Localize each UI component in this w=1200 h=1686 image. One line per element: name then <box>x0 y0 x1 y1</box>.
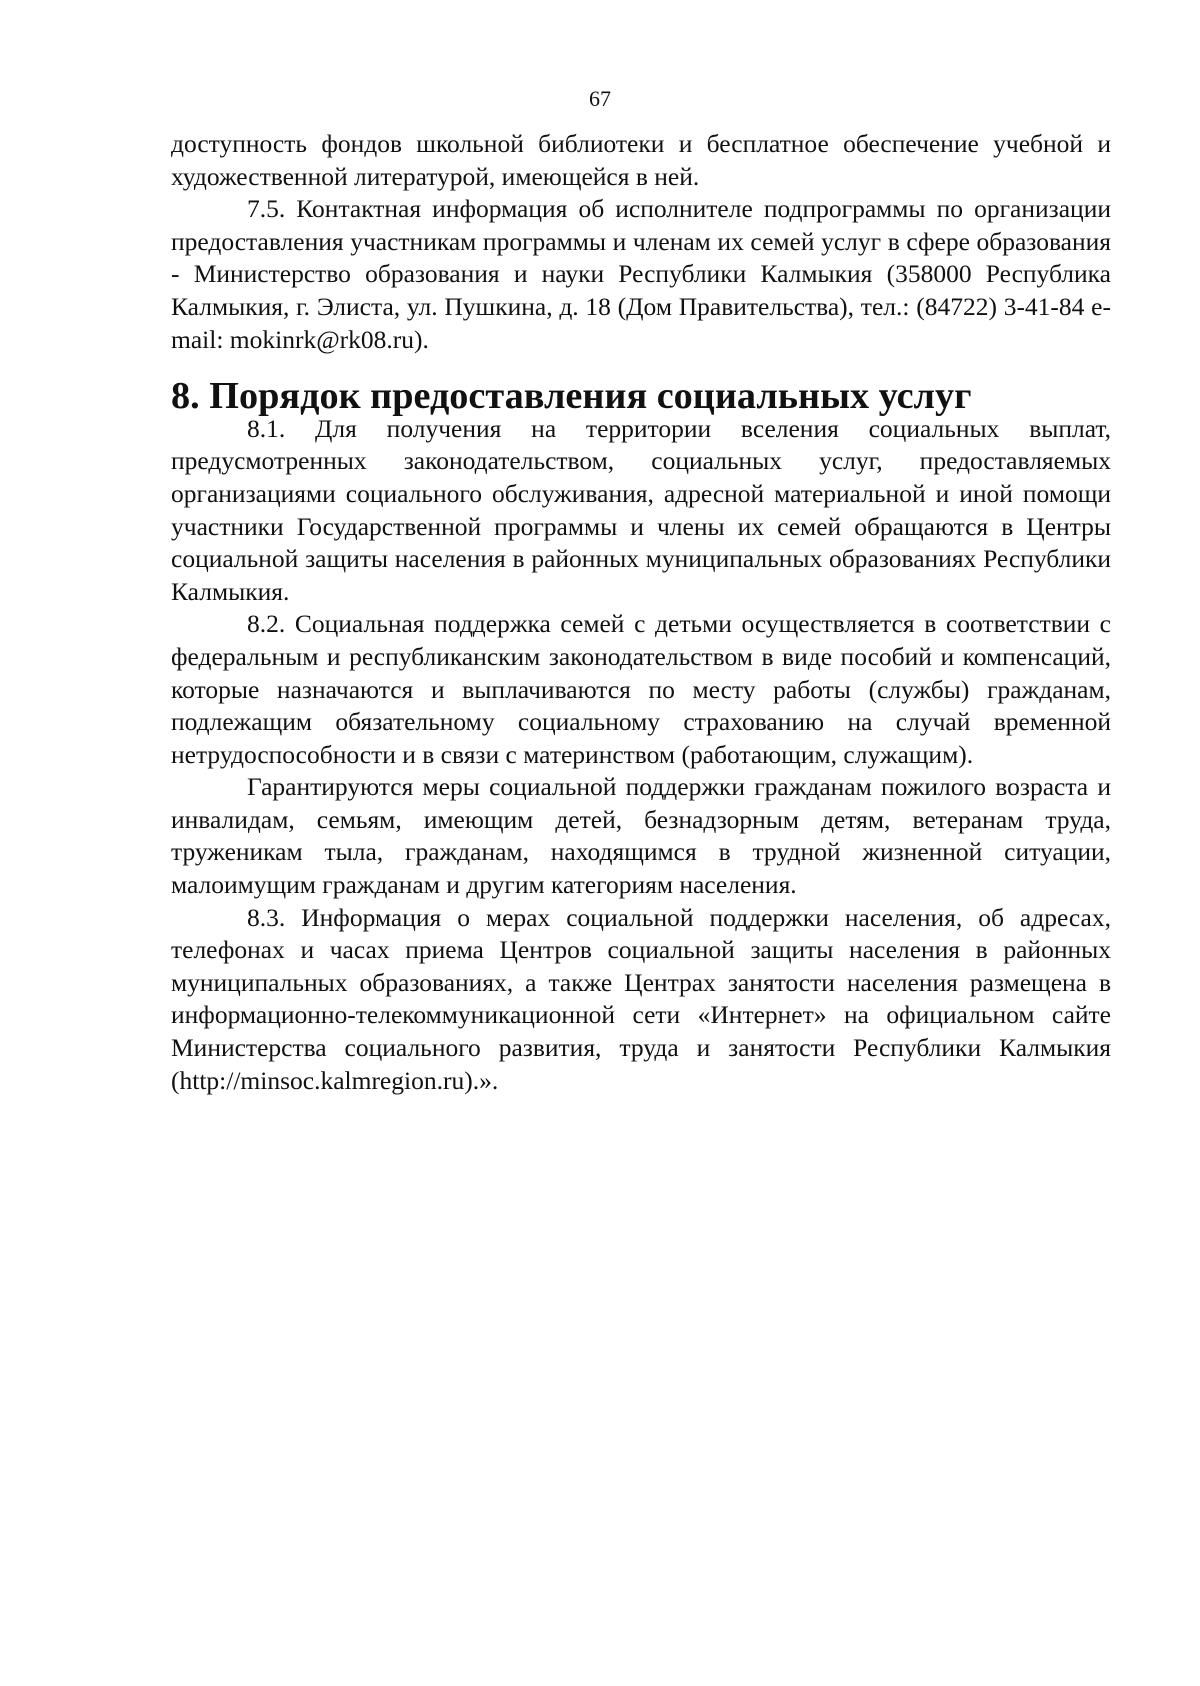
paragraph-8-1: 8.1. Для получения на территории вселения социальных выплат, предусмотренных законодательством, социальных услуг, предоставляемых организациями социального обслуживания, адресной материальной и иной помощи участники Государственной программы и члены их семей обращаются в Центры социальной защиты населения в районных муниципальных образованиях Республики Калмыкия. <box>171 413 1111 606</box>
paragraph-guarantee: Гарантируются меры социальной поддержки гражданам пожилого возраста и инвалидам, семьям, имеющим детей, безнадзорным детям, ветеранам труда, труженикам тыла, гражданам, находящимся в трудной жизненной ситуации, малоимущим гражданам и другим категориям населения. <box>171 772 1111 900</box>
paragraph-7-5: 7.5. Контактная информация об исполнителе подпрограммы по организации предоставления участникам программы и членам их семей услуг в сфере образования - Министерство образования и науки Республики Калмыкия (358000 Республика Калмыкия, г. Элиста, ул. Пушкина, д. 18 (Дом Правительства), тел.: (84722) 3-41-84 e-mail: mokinrk@rk08.ru). <box>171 194 1111 354</box>
page-number: 67 <box>589 86 611 111</box>
paragraph-intro: доступность фондов школьной библиотеки и бесплатное обеспечение учебной и художественной литературой, имеющейся в ней. <box>171 129 1111 191</box>
document-body <box>171 128 1111 1097</box>
section-heading-8: 8. Порядок предоставления социальных услуг <box>171 375 972 418</box>
paragraph-8-2: 8.2. Социальная поддержка семей с детьми осуществляется в соответствии с федеральным и республиканским законодательством в виде пособий и компенсаций, которые назначаются и выплачиваются по месту работы (службы) гражданам, подлежащим обязательному социальному страхованию на случай временной нетрудоспособности и в связи с материнством (работающим, служащим). <box>171 609 1111 769</box>
paragraph-8-3: 8.3. Информация о мерах социальной поддержки населения, об адресах, телефонах и часах приема Центров социальной защиты населения в районных муниципальных образованиях, а также Центрах занятости населения размещена в информационно-телекоммуникационной сети «Интернет» на официальном сайте Министерства социального развития, труда и занятости Республики Калмыкия (http://minsoc.kalmregion.ru).». <box>171 902 1111 1095</box>
